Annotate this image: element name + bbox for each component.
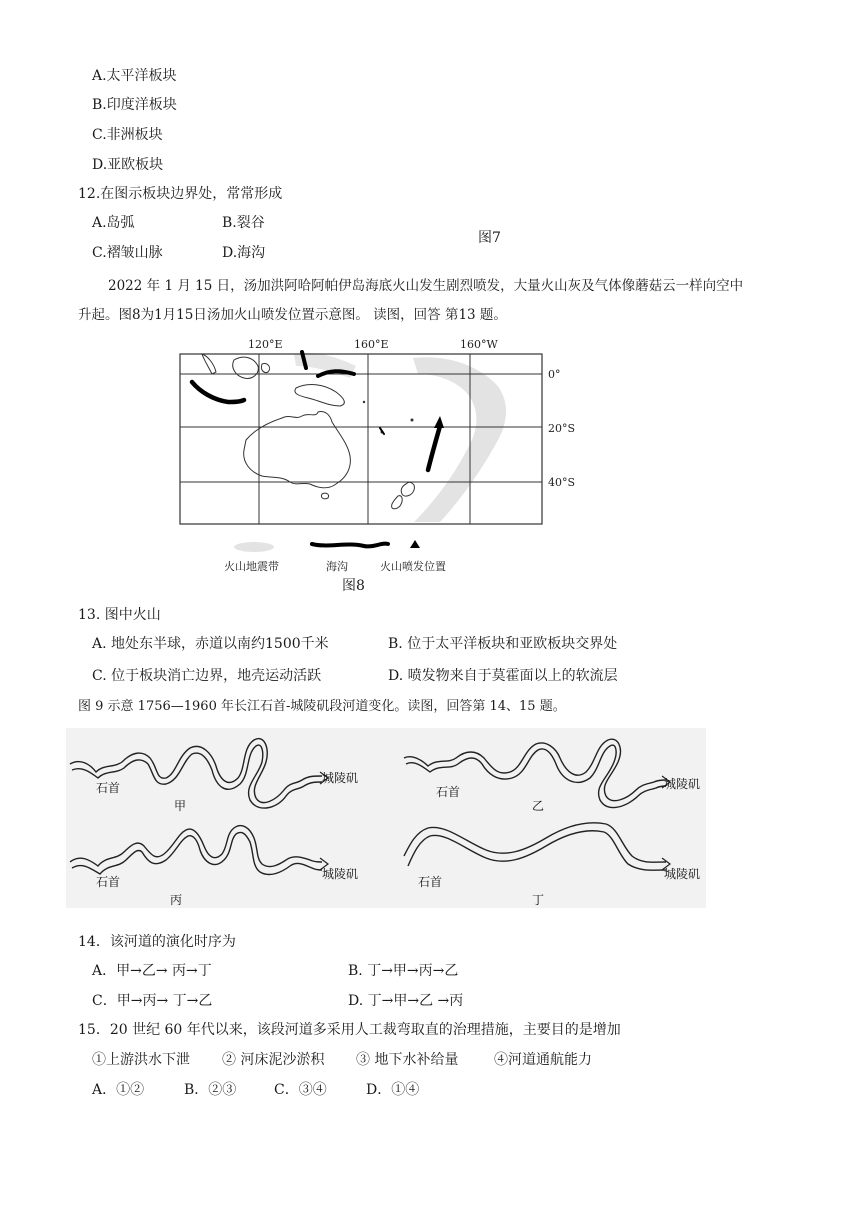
figure-8-caption: 图8 <box>342 578 365 594</box>
q14-option-a: A．甲→乙→ 丙→丁 <box>92 963 212 979</box>
q13-option-c: C. 位于板块消亡边界，地壳运动活跃 <box>92 668 322 684</box>
q15-option-c: C．③④ <box>274 1082 327 1098</box>
q15-item-1: ①上游洪水下泄 <box>92 1052 190 1068</box>
q13-option-a: A. 地处东半球，赤道以南约1500千米 <box>92 636 329 652</box>
q14-intro: 图 9 示意 1756—1960 年长江石首-城陵矶段河道变化。读图，回答第 14、15 题。 <box>78 699 566 714</box>
q13-stem: 13. 图中火山 <box>78 607 161 623</box>
jia-panel-label: 甲 <box>174 799 187 813</box>
q15-option-a: A．①② <box>92 1082 145 1098</box>
q12-option-d: D.海沟 <box>222 245 266 261</box>
legend-volcano-label: 火山喷发位置 <box>380 560 446 573</box>
yi-panel-label: 乙 <box>532 799 545 813</box>
q11-option-b: B.印度洋板块 <box>92 97 177 113</box>
volcanic-seismic-belt <box>413 357 506 522</box>
q13-intro-line2: 升起。图8为1月15日汤加火山喷发位置示意图。 读图，回答 第13 题。 <box>78 307 507 323</box>
q11-option-c: C.非洲板块 <box>92 127 163 143</box>
lon-label-160w: 160°W <box>460 338 498 351</box>
q13-intro-line1: 2022 年 1 月 15 日，汤加洪阿哈阿帕伊岛海底火山发生剧烈喷发，大量火山灰及气体像蘑菇云一样向空中 <box>108 278 744 294</box>
yi-end-label: 城陵矶 <box>664 777 701 791</box>
q15-item-2: ② 河床泥沙淤积 <box>222 1052 325 1068</box>
australia-outline <box>244 411 351 487</box>
legend-volcano-swatch <box>410 540 420 548</box>
figure-9-river-diagram <box>66 728 706 908</box>
jia-end-label: 城陵矶 <box>322 771 359 785</box>
jia-start-label: 石首 <box>96 781 121 795</box>
legend-belt-label: 火山地震带 <box>224 560 279 573</box>
tonga-kermadec-trench <box>428 426 440 470</box>
q14-option-b: B. 丁→甲→丙→乙 <box>348 963 459 979</box>
q15-item-3: ③ 地下水补给量 <box>356 1052 459 1068</box>
ding-end-label: 城陵矶 <box>664 867 701 881</box>
legend-trench-label: 海沟 <box>326 560 348 573</box>
figure-8-map <box>178 336 576 580</box>
java-trench <box>192 382 244 402</box>
q15-option-b: B．②③ <box>184 1082 237 1098</box>
ding-panel-label: 丁 <box>532 893 545 907</box>
q13-option-d: D. 喷发物来自于莫霍面以上的软流层 <box>388 668 618 684</box>
bing-start-label: 石首 <box>96 875 121 889</box>
lon-label-160e: 160°E <box>354 338 389 351</box>
q14-option-d: D. 丁→甲→乙 →丙 <box>348 993 464 1009</box>
q15-item-4: ④河道通航能力 <box>494 1052 592 1068</box>
legend-belt-swatch <box>234 542 274 552</box>
q15-option-d: D．①④ <box>366 1082 420 1098</box>
q12-stem: 12.在图示板块边界处，常常形成 <box>78 186 283 202</box>
ding-start-label: 石首 <box>418 875 443 889</box>
lat-label-20s: 20°S <box>548 422 576 435</box>
new-guinea-outline <box>295 385 344 406</box>
volcano-eruption-marker <box>434 416 444 428</box>
lon-label-120e: 120°E <box>248 338 283 351</box>
q14-option-c: C．甲→丙→ 丁→乙 <box>92 993 213 1009</box>
lat-label-40s: 40°S <box>548 476 576 489</box>
figure-7-label: 图7 <box>478 230 501 246</box>
bing-end-label: 城陵矶 <box>322 867 359 881</box>
q11-option-a: A.太平洋板块 <box>92 68 177 84</box>
q13-option-b: B. 位于太平洋板块和亚欧板块交界处 <box>388 636 618 652</box>
q11-option-d: D.亚欧板块 <box>92 157 164 173</box>
bing-panel-label: 丙 <box>170 893 183 907</box>
lat-label-0: 0° <box>548 368 561 381</box>
q12-option-b: B.裂谷 <box>222 215 265 231</box>
new-zealand-outline <box>401 482 414 496</box>
legend-trench-swatch <box>312 544 388 547</box>
q12-option-a: A.岛弧 <box>92 215 135 231</box>
yi-start-label: 石首 <box>436 785 461 799</box>
q15-stem: 15．20 世纪 60 年代以来，该段河道多采用人工裁弯取直的治理措施，主要目的是增加 <box>78 1022 621 1038</box>
q12-option-c: C.褶皱山脉 <box>92 245 163 261</box>
q14-stem: 14．该河道的演化时序为 <box>78 934 236 950</box>
